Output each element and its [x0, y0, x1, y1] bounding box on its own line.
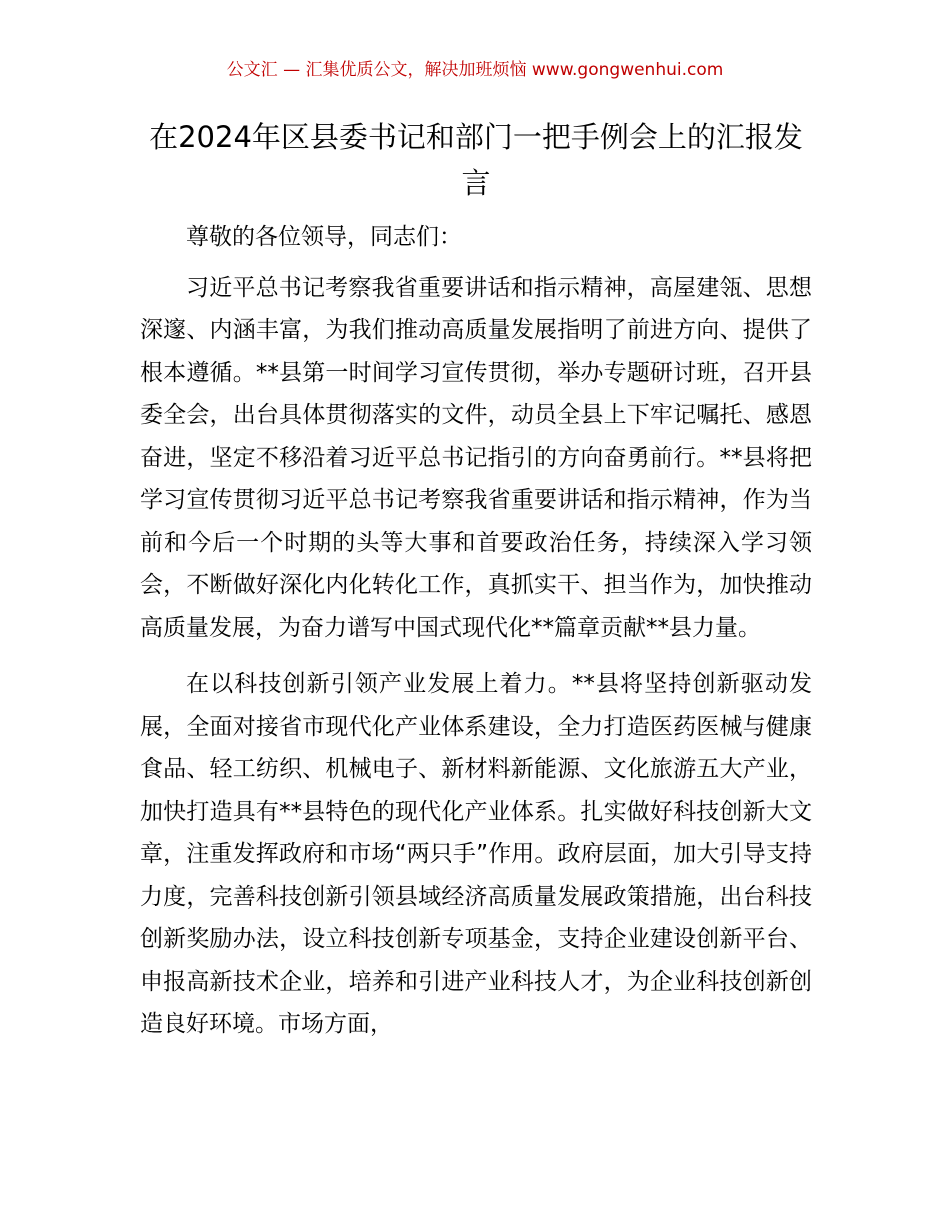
watermark-header: 公文汇 — 汇集优质公文，解决加班烦恼 www.gongwenhui.com — [226, 60, 724, 80]
paragraph-1: 习近平总书记考察我省重要讲话和指示精神，高屋建瓴、思想深邃、内涵丰富，为我们推动高质量发展指明了前进方向、提供了根本遵循。**县第一时间学习宣传贯彻，举办专题研讨班，召开县委全会，出台具体贯彻落实的文件，动员全县上下牢记嘱托、感恩奋进，坚定不移沿着习近平总书记指引的方向奋勇前行。**县将把学习宣传贯彻习近平总书记考察我省重要讲话和指示精神，作为当前和今后一个时期的头等大事和首要政治任务，持续深入学习领会，不断做好深化内化转化工作，真抓实干、担当作为，加快推动高质量发展，为奋力谱写中国式现代化**篇章贡献**县力量。 — [140, 274, 812, 641]
paragraph-2: 在以科技创新引领产业发展上着力。**县将坚持创新驱动发展，全面对接省市现代化产业体系建设，全力打造医药医械与健康食品、轻工纺织、机械电子、新材料新能源、文化旅游五大产业，加快打造具有**县特色的现代化产业体系。扎实做好科技创新大文章，注重发挥政府和市场“两只手”作用。政府层面，加大引导支持力度，完善科技创新引领县域经济高质量发展政策措施，出台科技创新奖励办法，设立科技创新专项基金，支持企业建设创新平台、申报高新技术企业，培养和引进产业科技人才，为企业科技创新创造良好环境。市场方面， — [140, 671, 812, 1037]
document-title: 在2024年区县委书记和部门一把手例会上的汇报发言 — [149, 120, 803, 200]
document-body — [140, 216, 812, 1046]
greeting: 尊敬的各位领导，同志们： — [186, 224, 462, 250]
